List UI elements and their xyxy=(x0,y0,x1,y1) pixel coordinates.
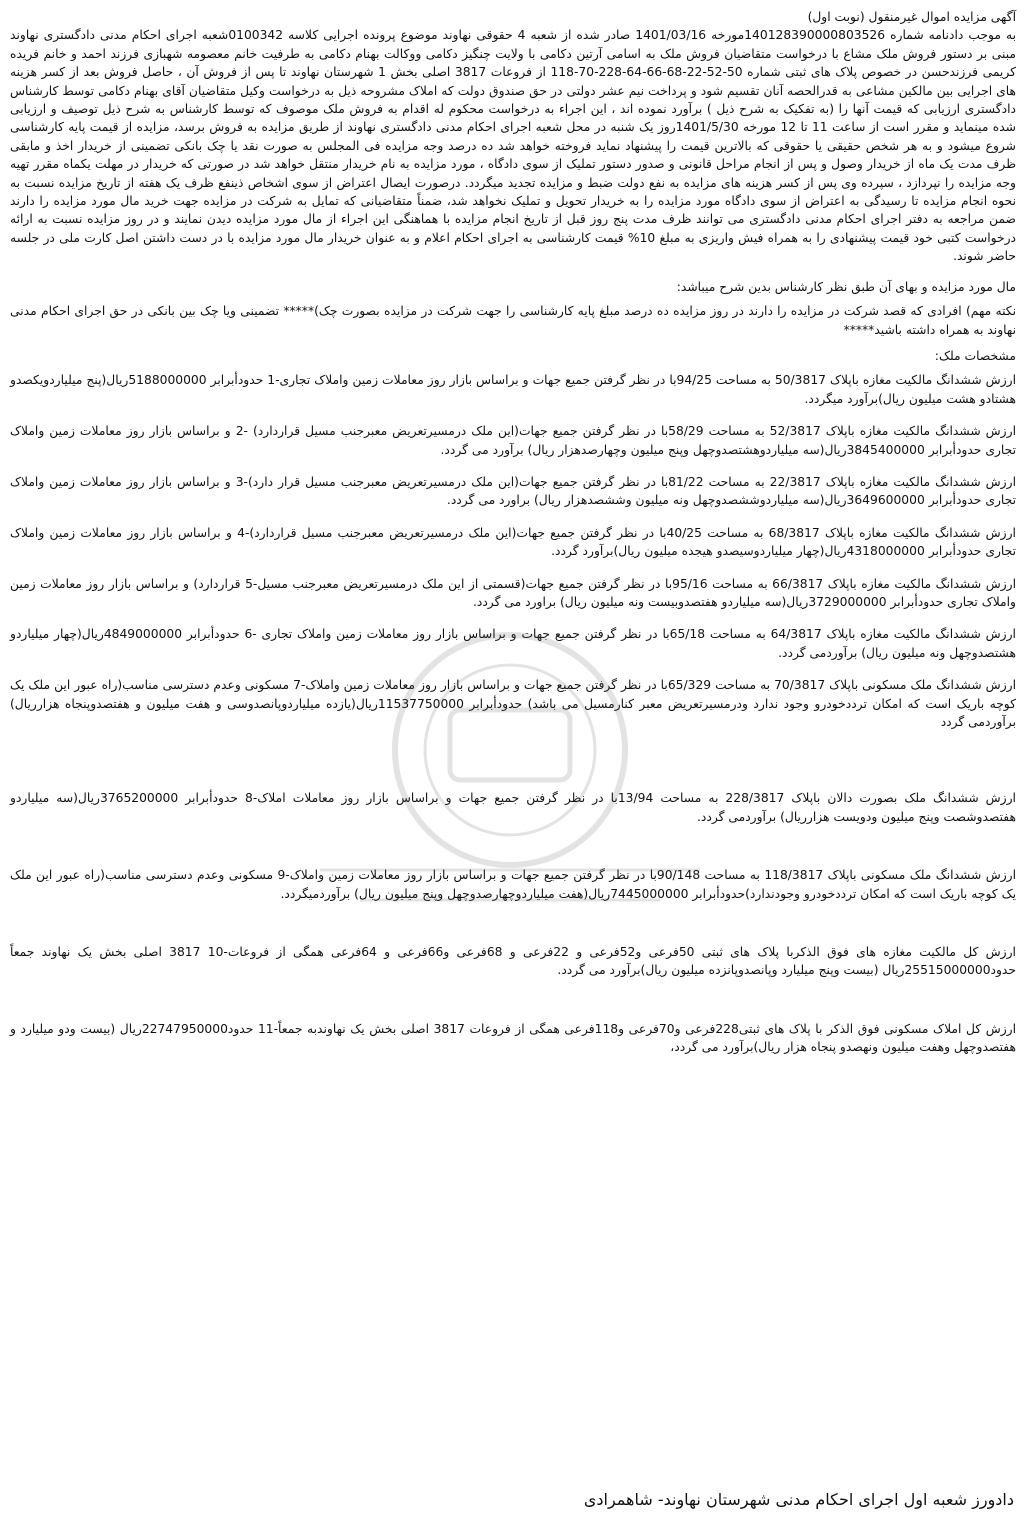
notice-intro: به موجب دادنامه شماره 140128390000803526مورخه 1401/03/16 صادر شده از شعبه 4 حقوقی نهاوند موضوع پرونده اجرایی کلاسه 0100342شعبه اجرای احکام مدنی دادگستری نهاوند مبنی بر دستور فروش ملک مشاع با درخواست متقاضیان فروش ملک به اسامی آرتین دکامی با ولایت چنگیز دکامی ووکالت بهنام دکامی به طرفیت خانم معصومه شهبازی فرزند احمد و خانم فریده کریمی فرزندحسن در خصوص پلاک های ثبتی شماره 50-52-22-68-66-64-228-70-118 از فروعات 3817 اصلی بخش 1 شهرستان نهاوند تا پس از فروش آن ، حاصل فروش بعد از کسر هزینه های اجرایی بین مالکین مشاعی به قدرالحصه آنان تقسیم شود و پرداخت نیم عشر دولتی در حق صندوق دولت که املاک مشروحه ذیل به درخواست وکیل متقاضیان آقای بهنام دکامی توسط کارشناس دادگستری ارزیابی که قیمت آنها را (به تفکیک به شرح ذیل ) برآورد نموده اند ، این اجراء به درخواست محکوم له اقدام به فروش ملک موصوف که توسط کارشناس به شرح ذیل توصیف و ارزیابی شده مینماید و مقرر است از ساعت 11 تا 12 مورخه 1401/5/30روز یک شنبه در محل شعبه اجرای احکام مدنی دادگستری نهاوند از طریق مزایده به فروش برسد، مزایده از قیمت پایه کارشناسی شروع میشود و به هر شخص حقیقی یا حقوقی که بالاترین قیمت را پیشنهاد نماید فروخته خواهد شد ده درصد وجه مزایده فی المجلس به صورت نقد یا چک بانکی تضمینی از خریدار اخذ و مابقی ظرف مدت یک ماه از خریدار وصول و پس از انجام مراحل قانونی و صدور دستور تملیک از سوی دادگاه ، مورد مزایده به نام خریدار منتقل خواهد شد در صورتی که خریدار در مهلت یکماه مقرر تهیه وجه مزایده را نپردازد ، سپرده وی پس از کسر هزینه های مزایده به نفع دولت ضبط و مزایده تجدید میگردد. درصورت ایصال اعتراض از سوی اشخاص ذینفع ظرف یک هفته از تاریخ مزایده نسبت به نحوه انجام مزایده تا رسیدگی به اعتراض از سوی دادگاه مورد مزایده را به خریدار تحویل و تملیک نخواهد شد، ضمناً متقاضیانی که تمایل به شرکت در مزایده جهت خرید مال مورد مزایده را دارند ضمن مراجعه به دفتر اجرای احکام مدنی دادگستری می توانند ظرف مدت پنج روز قبل از تاریخ انجام مزایده با هماهنگی این اجراء از مال مورد مزایده دیدن نمایند و در روز مزایده نسبت به ارائه درخواست کتبی خود قیمت پیشنهادی را به همراه فیش واریزی به مبلغ 10% قیمت کارشناسی به اجرای احکام اعلام و به عنوان خریدار مال مورد مزایده با در دست داشتن اصل کارت ملی در جلسه حاضر شوند. xyxy=(10,28,1017,264)
subject-line: مال مورد مزایده و بهای آن طبق نظر کارشناس بدین شرح میباشد: xyxy=(676,279,1016,294)
property-item-5: ارزش ششدانگ مالکیت مغازه باپلاک 66/3817 به مساحت 95/16با در نظر گرفتن جمیع جهات(قسمتی از این ملک درمسیرتعریض معبرجنب مسیل-5 قراردارد) و براساس بازار روز معاملات زمین واملاک تجاری حدودأبرابر 3729000000ریال(سه میلیاردو هفتصدوبیست ونه میلیون ریال) براورد می گردد. xyxy=(10,576,1017,609)
property-item-8: ارزش ششدانگ ملک بصورت دالان باپلاک 228/3817 به مساحت 13/94با در نظر گرفتن جمیع جهات و براساس بازار روز معاملات املاک-8 حدودأبرابر 3765200000ریال(سه میلیاردو هفتصدوشصت وپنج میلیون ودویست هزارریال) برآوردمی گردد. xyxy=(10,791,1016,824)
property-item-1: ارزش ششدانگ مالکیت مغازه باپلاک 50/3817 به مساحت 94/25با در نظر گرفتن جمیع جهات و براساس بازار روز معاملات زمین واملاک تجاری-1 حدودأبرابر 5188000000ریال(پنج میلیاردویکصدو هشتادو هشت میلیون ریال)برآورد میگردد. xyxy=(10,373,1016,406)
signature-line: دادورز شعبه اول اجرای احکام مدنی شهرستان نهاوند- شاهمرادی xyxy=(583,1490,1014,1509)
property-item-9: ارزش ششدانگ ملک مسکونی باپلاک 118/3817 به مساحت 90/148با در نظر گرفتن جمیع جهات و براساس بازار روز معاملات زمین واملاک-9 مسکونی وعدم دسترسی مناسب(راه عبور این ملک یک کوچه باریک است که امکان ترددخودرو وجودندارد)حدودأبرابر 7445000000ریال(هفت میلیاردوچهارصدوچهل وپنج میلیون ریال) برآوردمیگردد. xyxy=(10,868,1016,901)
notice-title: آگهی مزایده اموال غیرمنقول (نوبت اول) xyxy=(807,10,1016,24)
property-item-2: ارزش ششدانگ مالکیت مغازه باپلاک 52/3817 به مساحت 58/29با در نظر گرفتن جمیع جهات(این ملک درمسیرتعریض معبرجنب مسیل قراردارد) -2 و براساس بازار روز معاملات زمین واملاک تجاری حدودأبرابر 3845400000ریال(سه میلیاردوهشتصدوچهل وپنج میلیون وچهارصدهزار ریال) برآورد می گردد. xyxy=(10,424,1016,457)
property-total-residential: ارزش کل املاک مسکونی فوق الذکر با پلاک های ثبتی228فرعی و70فرعی و118فرعی همگی از فروعات 3817 اصلی بخش یک نهاوندبه جمعاً-11 حدود22747950000ریال (بیست ودو میلیارد و هفتصدوچهل وهفت میلیون ونهصدو پنجاه هزار ریال)برآورد می گردد، xyxy=(10,1021,1017,1055)
property-total-shops: ارزش کل مالکیت مغازه های فوق الذکربا پلاک های ثبتی 50فرعی و52فرعی و 22فرعی و 68فرعی و66فرعی و 64فرعی همگی از فروعات-10 3817 اصلی بخش یک نهاوند جمعاً حدود25515000000ریال (بیست وپنج میلیارد وپانصدوپانزده میلیون ریال)برآورد می گردد. xyxy=(10,945,1016,978)
property-item-7: ارزش ششدانگ ملک مسکونی باپلاک 70/3817 به مساحت 65/329با در نظر گرفتن جمیع جهات و براساس بازار روز معاملات زمین واملاک-7 مسکونی وعدم دسترسی مناسب(راه عبور این ملک یک کوچه باریک است که امکان ترددخودرو وجود ندارد ودرمسیرتعریض معبر کنارمسیل می باشد) حدودأبرابر 11537750000ریال(یازده میلیاردوپانصدوسی و هفت میلیون و هفتصدوپنجاه هزارریال) برآوردمی گردد xyxy=(10,678,1017,729)
specs-heading: مشخصات ملک: xyxy=(934,348,1016,363)
property-item-6: ارزش ششدانگ مالکیت مغازه باپلاک 64/3817 به مساحت 65/18با در نظر گرفتن جمیع جهات و براساس بازار روز معاملات زمین واملاک تجاری -6 حدودأبرابر 4849000000ریال(چهار میلیاردو هشتصدوچهل ونه میلیون ریال) برآوردمی گردد. xyxy=(10,627,1016,660)
property-item-3: ارزش ششدانگ مالکیت مغازه باپلاک 22/3817 به مساحت 81/22با در نظر گرفتن جمیع جهات(این ملک درمسیرتعریض معبرجنب مسیل قرار دارد)-3 و براساس بازار روز معاملات زمین واملاک تجاری حدودأبرابر 3649600000ریال(سه میلیاردوششصدوچهل ونه میلیون وششصدهزار ریال) براورد می گردد. xyxy=(10,474,1016,508)
important-note: نکته مهم) افرادی که قصد شرکت در مزایده را دارند در روز مزایده ده درصد مبلغ پایه کارشناسی را جهت شرکت در مزایده بصورت چک)***** تضمینی ویا چک بین بانکی در حق اجرای احکام مدنی نهاوند به همراه داشته باشید***** xyxy=(10,304,1016,337)
property-item-4: ارزش ششدانگ مالکیت مغازه باپلاک 68/3817 به مساحت 40/25با در نظر گرفتن جمیع جهات(این ملک درمسیرتعریض معبرجنب مسیل قراردارد)-4 و براساس بازار روز معاملات زمین واملاک تجاری حدودأبرابر 4318000000ریال(چهار میلیاردوسیصدو هیجده میلیون ریال)برآورد گردد. xyxy=(10,525,1016,559)
